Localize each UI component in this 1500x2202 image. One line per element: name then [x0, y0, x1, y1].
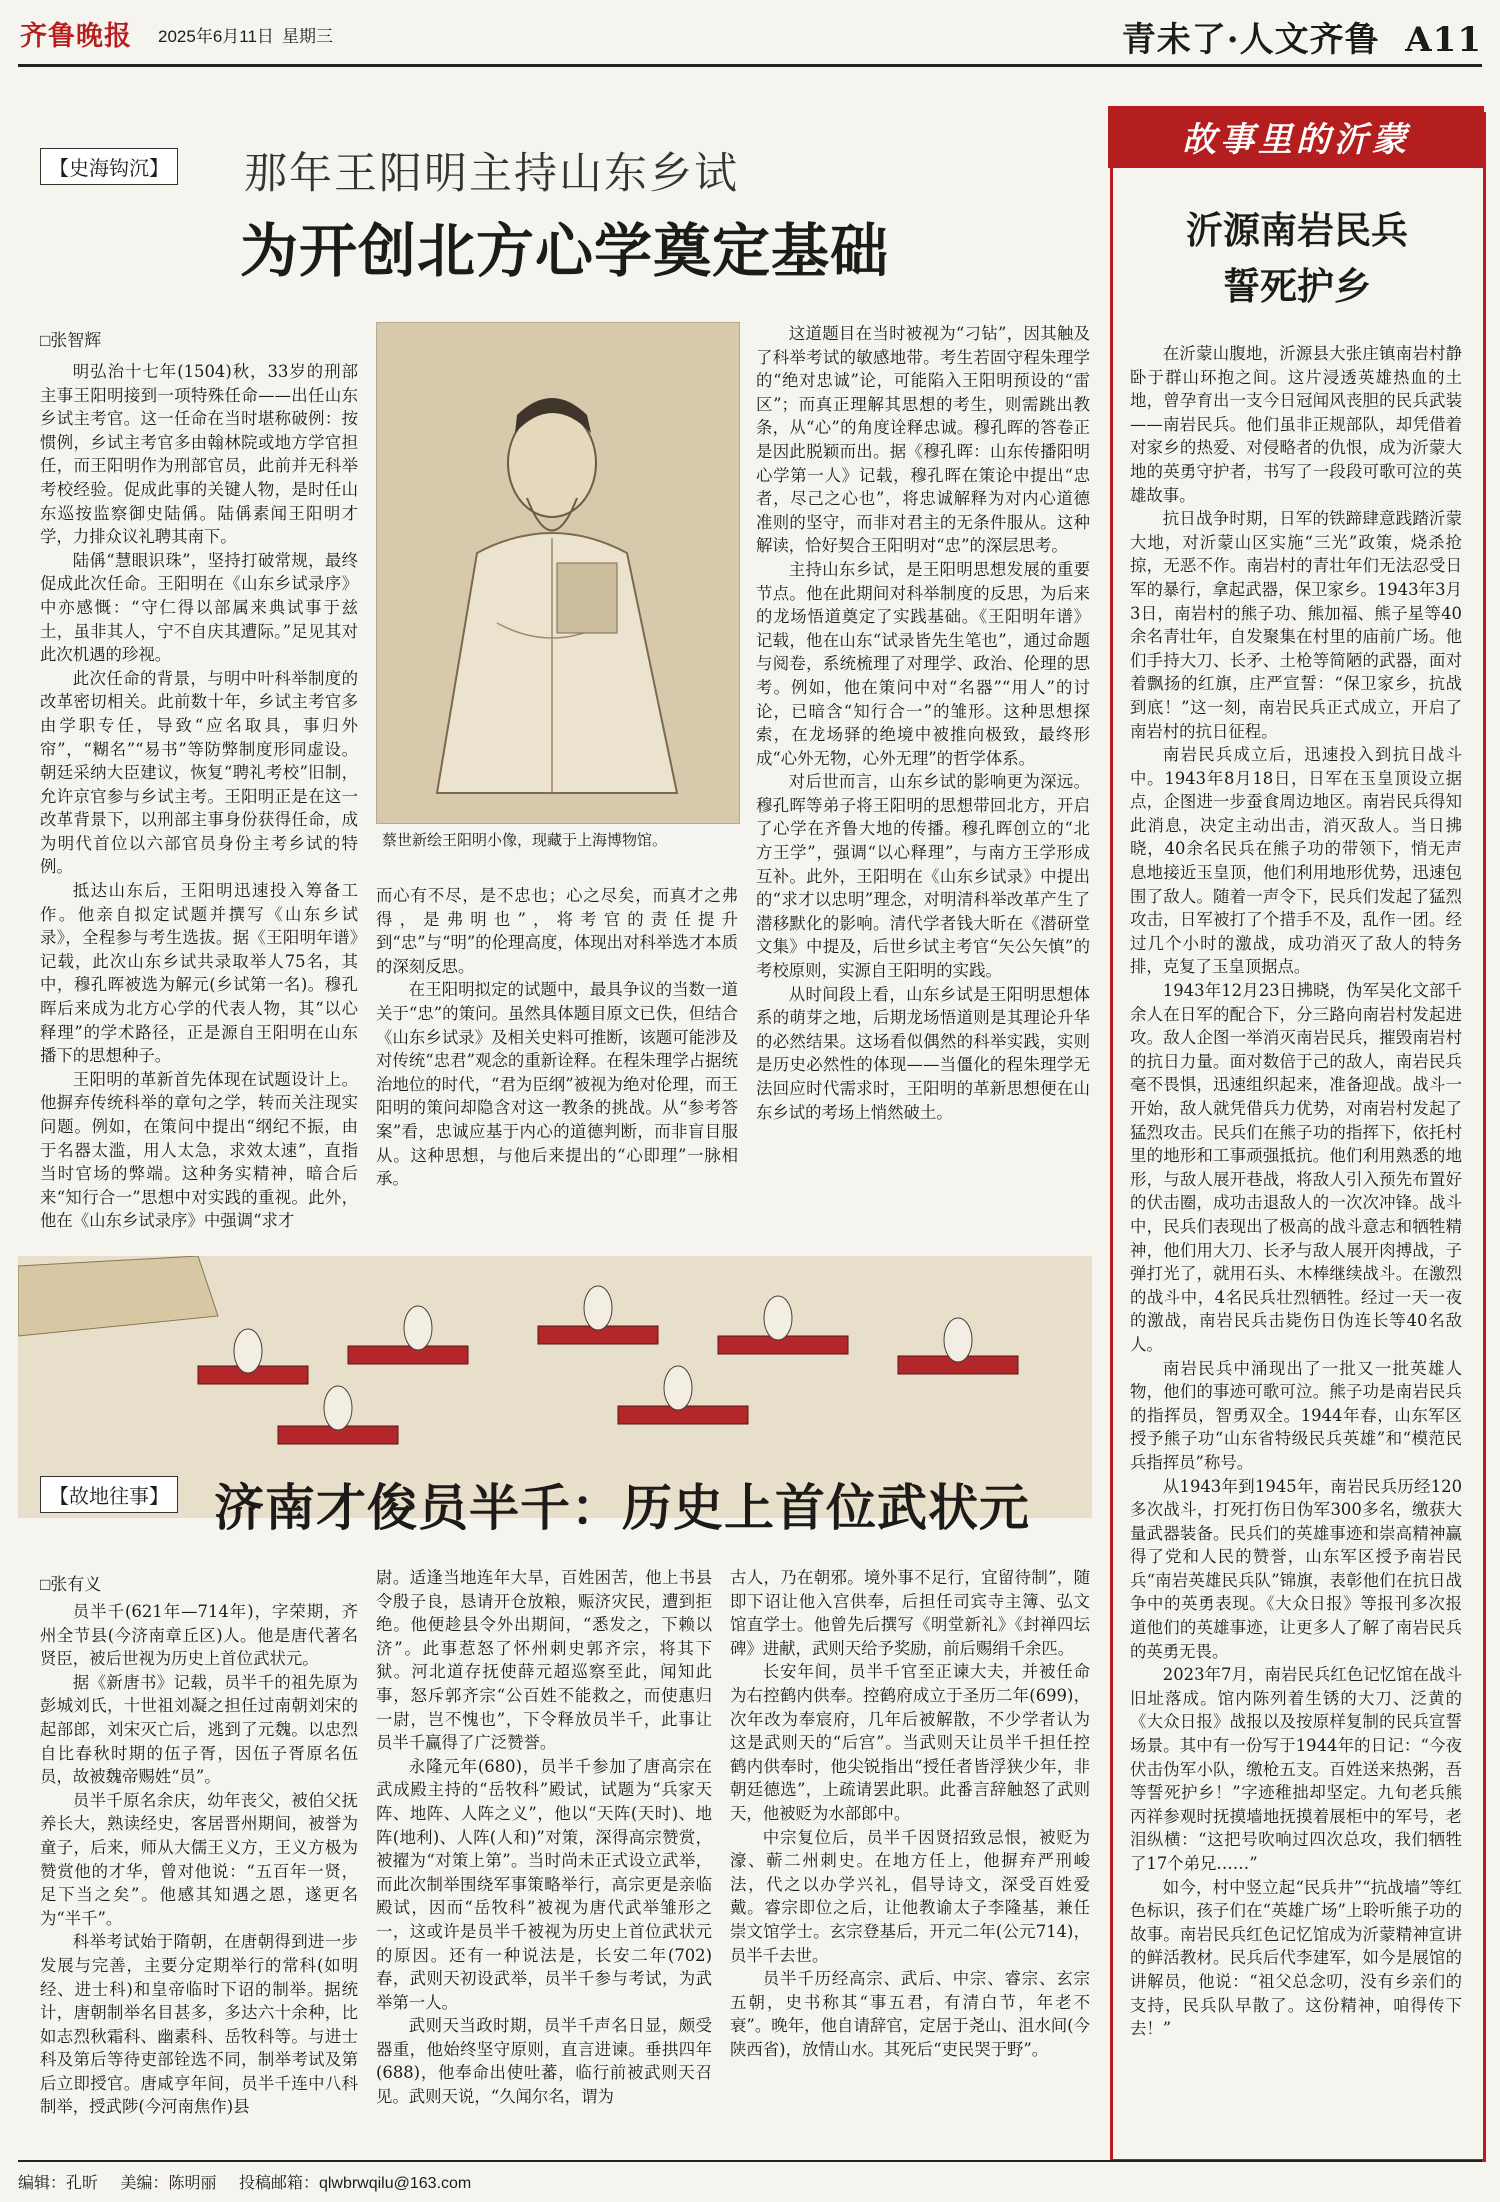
article-column: [730, 1566, 1090, 2150]
section-page-title: 青未了·人文齐鲁 A11: [1121, 20, 1482, 60]
portrait-illustration: [377, 323, 739, 823]
paragraph: 王阳明的革新首先体现在试题设计上。他摒弃传统科举的章句之学，转而关注现实问题。例如，在策问中提出“纲纪不振，由于名器太滥，用人太急，求效太速”，直指当时官场的弊端。这种务实精神，暗合后来“知行合一”思想中对实践的重视。此外，他在《山东乡试录序》中强调“求才: [40, 1069, 358, 1231]
paragraph: 2023年7月，南岩民兵红色记忆馆在战斗旧址落成。馆内陈列着生锈的大刀、泛黄的《大众日报》战报以及按原样复制的民兵宣誓场景。其中有一份写于1944年的日记：“今夜伏击伪军小队，缴枪五支。百姓送来热粥，吾等誓死护乡！”字迹稚拙却坚定。九旬老兵熊丙祥参观时抚摸墙地抚摸着展柜中的军号，老泪纵横：“这把号吹响过四次总攻，我们牺牲了17个弟兄……”: [1130, 1665, 1462, 1873]
editor-credit: 编辑：孔昕: [18, 2175, 99, 2192]
paragraph: 员半千(621年—714年)，字荣期，齐州全节县(今济南章丘区)人。他是唐代著名贤臣，被后世视为历史上首位武状元。: [40, 1602, 358, 1669]
paragraph: 古人，乃在朝邪。境外事不足行，宜留待制”，随即下诏让他入宫供奉，后担任司宾寺主簿、弘文馆直学士。他曾先后撰写《明堂新礼》《封禅四坛碑》进献，武则天给予奖励，前后赐绢千余匹。: [730, 1568, 1090, 1658]
paragraph: 抗日战争时期，日军的铁蹄肆意践踏沂蒙大地，对沂蒙山区实施“三光”政策，烧杀抢掠，无恶不作。南岩村的青壮年们无法忍受日军的暴行，拿起武器，保卫家乡。1943年3月3日，南岩村的熊子功、熊加福、熊子星等40余名青壮年，自发聚集在村里的庙前广场。他们手持大刀、长矛、土枪等简陋的武器，面对着飘扬的红旗，庄严宣誓：“保卫家乡，抗战到底！”这一刻，南岩民兵正式成立，开启了南岩村的抗日征程。: [1130, 509, 1462, 741]
sidebar-headline: 誓死护乡: [1223, 264, 1371, 308]
paragraph: 在沂蒙山腹地，沂源县大张庄镇南岩村静卧于群山环抱之间。这片浸透英雄热血的土地，曾孕育出一支今日冠闻风丧胆的民兵武装——南岩民兵。他们虽非正规部队，却凭借着对家乡的热爱、对侵略者的仇恨，成为沂蒙大地的英勇守护者，书写了一段段可歌可泣的英雄故事。: [1130, 344, 1462, 505]
paragraph: 员半千历经高宗、武后、中宗、睿宗、玄宗五朝，史书称其“事五君，有清白节，年老不衰”。晚年，他自请辞官，定居于尧山、沮水间(今陕西省)，放情山水。其死后“吏民哭于野”。: [730, 1969, 1090, 2059]
paragraph: 员半千原名余庆，幼年丧父，被伯父抚养长大，熟读经史，客居晋州期间，被誉为童子，后来，师从大儒王义方，王义方极为赞赏他的才华，曾对他说：“五百年一贤，足下当之矣”。他感其知遇之恩，遂更名为“半千”。: [40, 1790, 358, 1928]
article-kicker: 那年王阳明主持山东乡试: [244, 149, 739, 199]
paragraph: 主持山东乡试，是王阳明思想发展的重要节点。他在此期间对科举制度的反思，为后来的龙场悟道奠定了实践基础。《王阳明年谱》记载，他在山东“试录皆先生笔也”，通过命题与阅卷，系统梳理了对理学、政治、伦理的思考。例如，他在策问中对“名器”“用人”的讨论，已暗含“知行合一”的雏形。这种思想探索，在龙场驿的绝境中被推向极致，最终形成“心外无物，心外无理”的哲学体系。: [756, 559, 1090, 768]
masthead: [18, 8, 1482, 67]
column-tag: 【史海钩沉】: [40, 148, 178, 185]
paragraph: 陆偁“慧眼识珠”，坚持打破常规，最终促成此次任命。王阳明在《山东乡试录序》中亦感慨：“守仁得以部属来典试事于兹土，虽非其人，宁不自庆其遭际。”足见其对此次机遇的珍视。: [40, 550, 358, 665]
article-column: [376, 884, 738, 1250]
paragraph: 如今，村中竖立起“民兵井”“抗战墙”等红色标识，孩子们在“英雄广场”上聆听熊子功的故事。南岩民兵红色记忆馆成为沂蒙精神宣讲的鲜活教材。民兵后代李建军，如今是展馆的讲解员，他说：“祖父总念叨，没有乡亲们的支持，民兵队早散了。这份精神，咱得传下去！”: [1130, 1877, 1462, 2039]
paragraph: 而心有不尽，是不忠也；心之尽矣，而真才之弗得，是弗明也”，将考官的责任提升到“忠”与“明”的伦理高度，体现出对科举选才本质的深刻反思。: [376, 886, 738, 976]
designer-credit: 美编：陈明丽: [120, 2175, 217, 2192]
paragraph: 从时间段上看，山东乡试是王阳明思想体系的萌芽之地，后期龙场悟道则是其理论升华的必然结果。这场看似偶然的科举实践，实则是历史必然性的体现——当僵化的程朱理学无法回应时代需求时，王阳明的革新思想便在山东乡试的考场上悄然破土。: [756, 984, 1090, 1122]
sidebar-article: [1130, 342, 1462, 2146]
paragraph: 据《新唐书》记载，员半千的祖先原为彭城刘氏，十世祖刘凝之担任过南朝刘宋的起部郎，刘宋灭亡后，逃到了元魏。以忠烈自比春秋时期的伍子胥，因伍子胥原名伍员，故被魏帝赐姓“员”。: [40, 1672, 358, 1787]
paragraph: 1943年12月23日拂晓，伪军吴化文部千余人在日军的配合下，分三路向南岩村发起进攻。敌人企图一举消灭南岩民兵，摧毁南岩村的抗日力量。面对数倍于己的敌人，南岩民兵毫不畏惧，迅速组织起来，准备迎战。战斗一开始，敌人就凭借兵力优势，对南岩村发起了猛烈攻击。民兵们在熊子功的指挥下，依托村里的地形和工事顽强抵抗。他们利用熟悉的地形，与敌人展开巷战，将敌人引入预先布置好的伏击圈，成功击退敌人的一次次冲锋。战斗中，民兵们表现出了极高的战斗意志和牺牲精神，他们用大刀、长矛与敌人展开肉搏战，子弹打光了，就用石头、木棒继续战斗。在激烈的战斗中，4名民兵壮烈牺牲。经过一天一夜的激战，南岩民兵击毙伤日伪连长等40名敌人。: [1130, 981, 1462, 1354]
paragraph: 武则天当政时期，员半千声名日显，颇受器重，他始终坚守原则，直言进谏。垂拱四年(688)，他奉命出使吐蕃，临行前被武则天召见。武则天说，“久闻尔名，谓为: [376, 2016, 712, 2107]
paragraph: 这道题目在当时被视为“刁钻”，因其触及了科举考试的敏感地带。考生若固守程朱理学的“绝对忠诚”论，可能陷入王阳明预设的“雷区”；而真正理解其思想的考生，则需跳出教条，从“心”的角度诠释忠诚。穆孔晖的答卷正是因此脱颖而出。据《穆孔晖：山东传播阳明心学第一人》记载，穆孔晖在策论中提出“忠者，尽己之心也”，将忠诚解释为对内心道德准则的坚守，而非对君主的无条件服从。这种解读，恰好契合王阳明对“忠”的深层思考。: [756, 324, 1090, 556]
column-tag: 【故地往事】: [40, 1476, 178, 1513]
paragraph: 此次任命的背景，与明中叶科举制度的改革密切相关。此前数十年，乡试主考官多由学职专任，导致“应名取具，事归外帘”，“糊名”“易书”等防弊制度形同虚设。朝廷采纳大臣建议，恢复“聘礼考校”旧制，允许京官参与乡试主考。王阳明正是在这一改革背景下，以刑部主事身份获得任命，成为明代首位以六部官员身份主考乡试的特例。: [40, 668, 358, 877]
sidebar-banner-title: 故事里的沂蒙: [1182, 120, 1410, 160]
paragraph: 明弘治十七年(1504)秋，33岁的刑部主事王阳明接到一项特殊任命——出任山东乡试主考官。这一任命在当时堪称破例：按惯例，乡试主考官多由翰林院或地方学官担任，而王阳明作为刑部官员，此前并无科举考校经验。促成此事的关键人物，是时任山东巡按监察御史陆偁。陆偁素闻王阳明才学，力排众议礼聘其南下。: [40, 362, 358, 547]
paragraph: 南岩民兵成立后，迅速投入到抗日战斗中。1943年8月18日，日军在玉皇顶设立据点，企图进一步蚕食周边地区。南岩民兵得知此消息，决定主动出击，消灭敌人。当日拂晓，40余名民兵在熊子功的带领下，悄无声息地接近玉皇顶，他们利用地形优势，迅速包围了敌人。随着一声令下，民兵们发起了猛烈攻击，日军被打了个措手不及，乱作一团。经过几个小时的激战，成功消灭了敌人的特务排，克复了玉皇顶据点。: [1130, 745, 1462, 977]
article-headline: 为开创北方心学奠定基础: [240, 217, 890, 285]
issue-date: 2025年6月11日: [158, 27, 274, 46]
paragraph: 从1943年到1945年，南岩民兵历经120多次战斗，打死打伤日伪军300多名，缴获大量武器装备。民兵们的英雄事迹和崇高精神赢得了党和人民的赞誉，山东军区授予南岩民兵“南岩英雄民兵队”锦旗，表彰他们在抗日战争中的英勇表现。《大众日报》等报刊多次报道他们的英雄事迹，让更多人了解了南岩民兵的英勇无畏。: [1130, 1476, 1462, 1661]
article-column: [376, 1566, 712, 2150]
weekday: 星期三: [282, 27, 333, 46]
paragraph: 抵达山东后，王阳明迅速投入筹备工作。他亲自拟定试题并撰写《山东乡试录》，全程参与考生选拔。据《王阳明年谱》记载，此次山东乡试共录取举人75名，其中，穆孔晖被选为解元(乡试第一名)。穆孔晖后来成为北方心学的代表人物，其“以心释理”的学术路径，正是源自王阳明在山东播下的思想种子。: [40, 881, 358, 1066]
article-column: [40, 360, 358, 1250]
paragraph: 在王阳明拟定的试题中，最具争议的当数一道关于“忠”的策问。虽然具体题目原文已佚，但结合《山东乡试录》及相关史料可推断，该题可能涉及对传统“忠君”观念的重新诠释。在程朱理学占据统治地位的时代，“君为臣纲”被视为绝对伦理，而王阳明的策问却隐含对这一教条的挑战。从“参考答案”看，忠诚应基于内心的道德判断，而非盲目服从。这种思想，与他后来提出的“心即理”一脉相承。: [376, 980, 738, 1189]
sidebar-headline: 沂源南岩民兵: [1186, 208, 1408, 252]
byline: □张有义: [40, 1575, 102, 1594]
footer: [18, 2160, 1482, 2193]
article-headline: 济南才俊员半千：历史上首位武状元: [214, 1478, 1030, 1537]
paragraph: 对后世而言，山东乡试的影响更为深远。穆孔晖等弟子将王阳明的思想带回北方，开启了心学在齐鲁大地的传播。穆孔晖创立的“北方王学”，强调“以心释理”，与南方王学形成互补。此外，王阳明在《山东乡试录》中提出的“求才以忠明”理念，对明清科举改革产生了潜移默化的影响。清代学者钱大昕在《潜研堂文集》中提及，后世乡试主考官“矢公矢慎”的考校原则，实源自王阳明的实践。: [756, 772, 1090, 981]
submission-email[interactable]: 投稿邮箱：qlwbrwqilu@163.com: [238, 2175, 472, 2192]
byline: □张智辉: [40, 331, 102, 350]
paragraph: 尉。适逢当地连年大旱，百姓困苦，他上书县令殷子良，恳请开仓放粮，赈济灾民，遭到拒绝。他便趁县令外出期间，“悉发之，下赖以济”。此事惹怒了怀州刺史郭齐宗，将其下狱。河北道存抚使薛元超巡察至此，闻知此事，怒斥郭齐宗“公百姓不能救之，而使惠归一尉，岂不愧也”，下令释放员半千，此事让员半千赢得了广泛赞誉。: [376, 1568, 712, 1753]
article-column: [756, 322, 1090, 1250]
article-column: [40, 1600, 358, 2150]
paragraph: 中宗复位后，员半千因贤招致忌恨，被贬为濠、蕲二州刺史。在地方任上，他摒弃严刑峻法，代之以办学兴礼，倡导诗文，深受百姓爱戴。睿宗即位之后，让他教谕太子李隆基，兼任崇文馆学士。玄宗登基后，开元二年(公元714)，员半千去世。: [730, 1827, 1090, 1965]
portrait-image: [376, 322, 740, 824]
newspaper-logo: 齐鲁晚报: [20, 21, 132, 52]
paragraph: 永隆元年(680)，员半千参加了唐高宗在武成殿主持的“岳牧科”殿试，试题为“兵家天阵、地阵、人阵之义”，他以“天阵(天时)、地阵(地利)、人阵(人和)”对策，深得高宗赞赏，被擢为“对策上第”。当时尚未正式设立武举，而此次制举围绕军事策略举行，高宗更是亲临殿试，因而“岳牧科”被视为唐代武举雏形之一，这或许是员半千被视为历史上首位武状元的原因。还有一种说法是，长安二年(702)春，武则天初设武举，员半千参与考试，为武举第一人。: [376, 1756, 712, 2012]
paragraph: 科举考试始于隋朝，在唐朝得到进一步发展与完善，主要分定期举行的常科(如明经、进士科)和皇帝临时下诏的制举。据统计，唐朝制举名目甚多，多达六十余种，比如志烈秋霜科、幽素科、岳牧科等。与进士科及第后等待吏部铨选不同，制举考试及第后立即授官。唐咸亨年间，员半千连中八科制举，授武陟(今河南焦作)县: [40, 1932, 358, 2117]
paragraph: 南岩民兵中涌现出了一批又一批英雄人物，他们的事迹可歌可泣。熊子功是南岩民兵的指挥员，智勇双全。1944年春，山东军区授予熊子功“山东省特级民兵英雄”和“模范民兵指挥员”称号。: [1130, 1358, 1462, 1472]
image-caption: 蔡世新绘王阳明小像，现藏于上海博物馆。: [382, 832, 668, 849]
paragraph: 长安年间，员半千官至正谏大夫，并被任命为右控鹤内供奉。控鹤府成立于圣历二年(699)，次年改为奉宸府，几年后被解散，不少学者认为这是武则天的“后宫”。当武则天让员半千担任控鹤内供奉时，他尖锐指出“授任者皆浮狭少年，非朝廷德选”，上疏请罢此职。此番言辞触怒了武则天，他被贬为水部郎中。: [730, 1662, 1090, 1823]
